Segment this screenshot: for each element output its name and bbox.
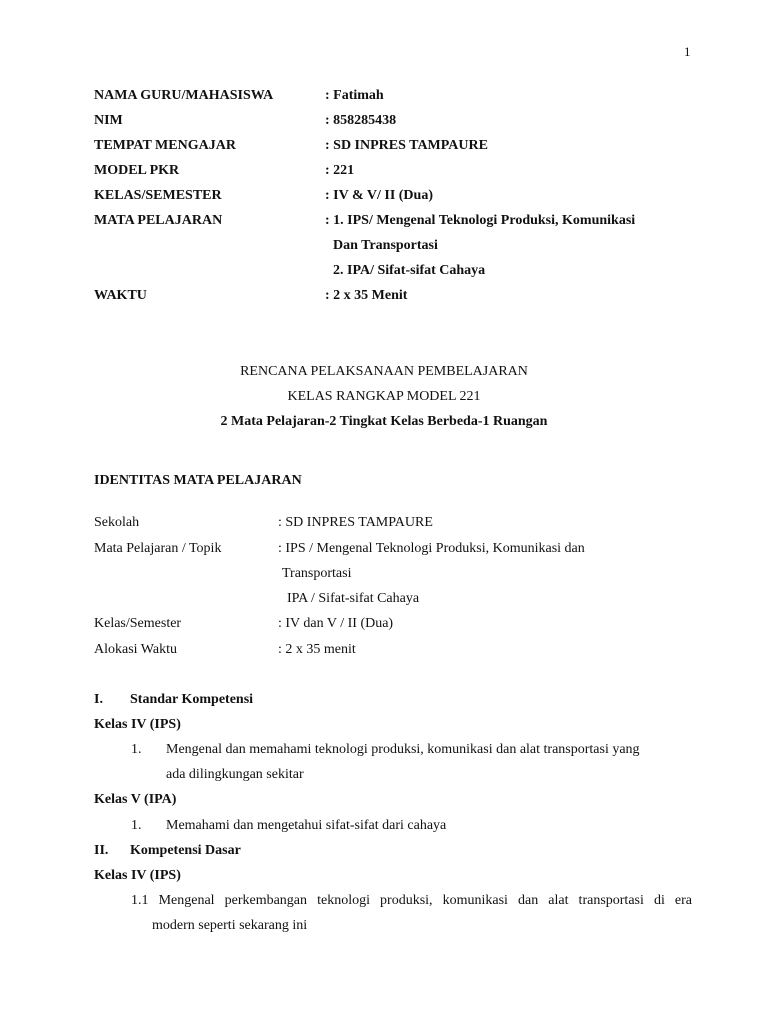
header-label-kelas: KELAS/SEMESTER [94,188,222,203]
header-value-waktu: : 2 x 35 Menit [325,288,408,303]
section1-kelas4-item-number: 1. [131,742,142,757]
header-value-model: : 221 [325,163,355,178]
identitas-value-mapel-cont1: Transportasi [282,566,352,581]
header-value-kelas: : IV & V/ II (Dua) [325,188,433,203]
header-label-model: MODEL PKR [94,163,180,178]
page-number: 1 [684,44,691,59]
title-line-1: RENCANA PELAKSANAAN PEMBELAJARAN [240,364,528,379]
identitas-label-alokasi: Alokasi Waktu [94,642,177,657]
section1-kelas4-item-line2: ada dilingkungan sekitar [166,767,304,782]
header-value-nim: : 858285438 [325,113,397,128]
header-value-mapel-cont1: Dan Transportasi [333,238,438,253]
section1-numeral: I. [94,692,103,707]
identitas-label-sekolah: Sekolah [94,515,140,530]
section1-kelas4-heading: Kelas IV (IPS) [94,717,181,732]
title-line-2: KELAS RANGKAP MODEL 221 [287,389,481,404]
section2-title: Kompetensi Dasar [130,843,241,858]
section1-kelas4-item-line1: Mengenal dan memahami teknologi produksi, komunikasi dan alat transportasi yang [166,742,640,757]
title-line-3: 2 Mata Pelajaran-2 Tingkat Kelas Berbeda-1 Ruangan [220,414,548,429]
identitas-heading: IDENTITAS MATA PELAJARAN [94,473,302,488]
section2-item-line1: 1.1 Mengenal perkembangan teknologi produksi, komunikasi dan alat transportasi di era [131,893,692,908]
identitas-label-kelas: Kelas/Semester [94,616,182,631]
identitas-value-sekolah: : SD INPRES TAMPAURE [278,515,433,530]
identitas-value-alokasi: : 2 x 35 menit [278,642,356,657]
header-label-waktu: WAKTU [94,288,147,303]
identitas-label-mapel: Mata Pelajaran / Topik [94,541,222,556]
section1-kelas5-heading: Kelas V (IPA) [94,792,177,807]
identitas-value-kelas: : IV dan V / II (Dua) [278,616,394,631]
section2-kelas4-heading: Kelas IV (IPS) [94,868,181,883]
header-value-mapel: : 1. IPS/ Mengenal Teknologi Produksi, Komunikasi [325,213,636,228]
header-label-nama: NAMA GURU/MAHASISWA [94,88,274,103]
section2-item-line2: modern seperti sekarang ini [152,918,308,933]
header-label-tempat: TEMPAT MENGAJAR [94,138,236,153]
section1-title: Standar Kompetensi [130,692,254,707]
identitas-value-mapel: : IPS / Mengenal Teknologi Produksi, Komunikasi dan [278,541,585,556]
header-value-mapel-cont2: 2. IPA/ Sifat-sifat Cahaya [333,263,486,278]
header-label-nim: NIM [94,113,123,128]
header-label-mapel: MATA PELAJARAN [94,213,223,228]
section1-kelas5-item-line1: Memahami dan mengetahui sifat-sifat dari cahaya [166,818,447,833]
section1-kelas5-item-number: 1. [131,818,142,833]
identitas-value-mapel-cont2: IPA / Sifat-sifat Cahaya [287,591,420,606]
section2-numeral: II. [94,843,109,858]
header-value-nama: : Fatimah [325,88,384,103]
header-value-tempat: : SD INPRES TAMPAURE [325,138,488,153]
